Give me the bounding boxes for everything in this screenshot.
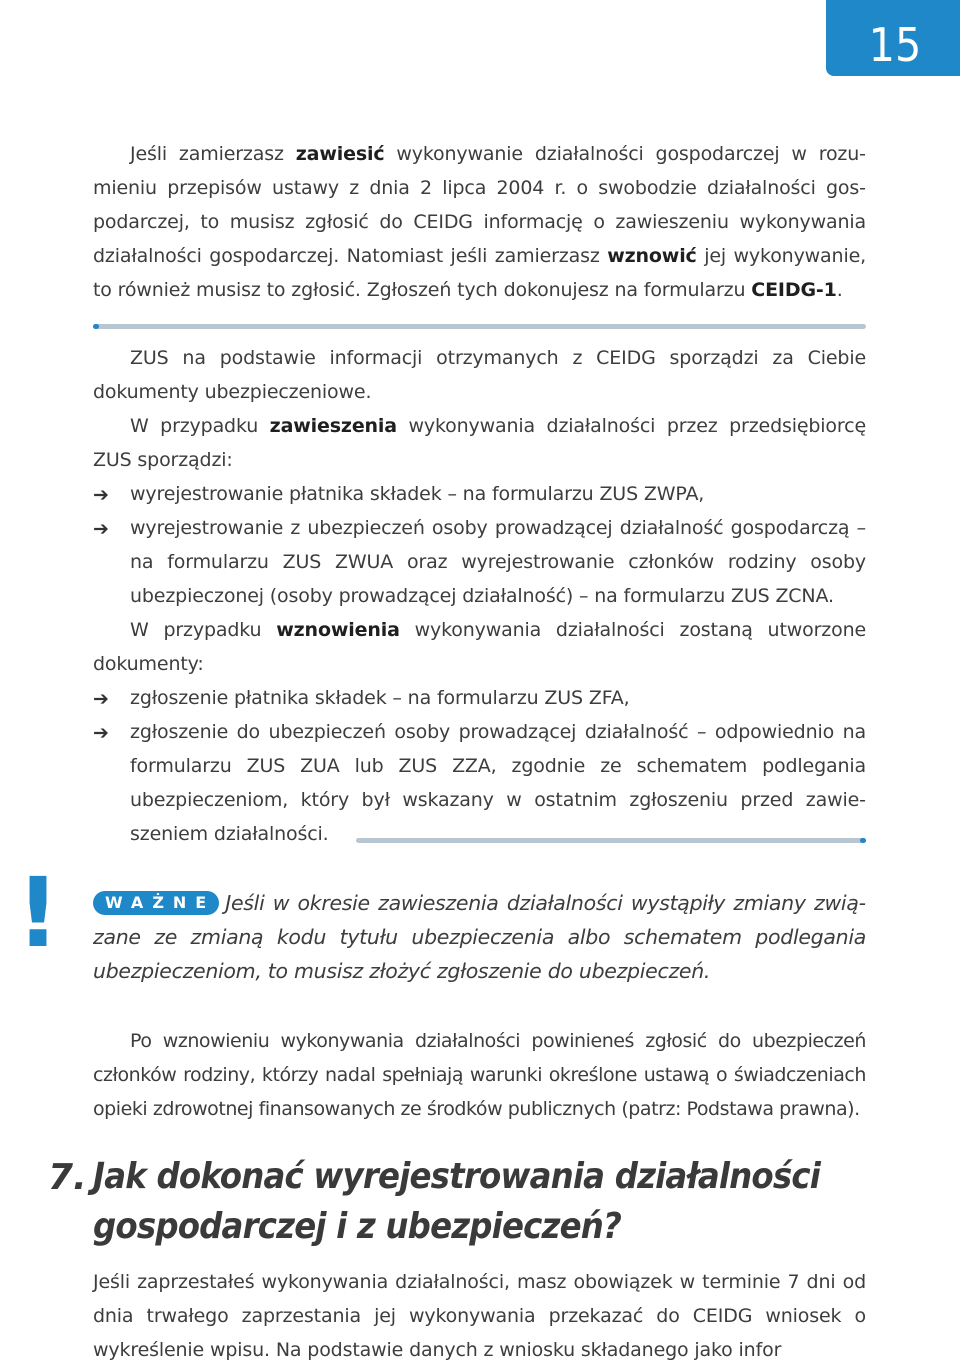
page-number: 15: [826, 0, 960, 76]
intro-bold-resume: wznowić: [607, 245, 697, 267]
intro-text-2: wykonywanie działalności gospodarczej w rozumieniu przepisów ustawy z dnia 2 lipca 2004 r. o swobodzie działalności gospodarczej, to musisz zgłosić do CEIDG informację o zawieszeniu wykonywania działalności gospodarczej. Natomiast jeśli zamierzasz: [93, 143, 867, 267]
suspension-text-2: wykonywania działalności przez przedsiębiorcę ZUS sporządzi:: [93, 415, 866, 471]
intro-text-3: jej wykonywanie, to również musisz to zgłosić. Zgłoszeń tych dokonujesz na formularzu: [93, 245, 866, 301]
resumption-bold: wznowienia: [276, 619, 400, 641]
arrow-icon: ➔: [93, 722, 109, 744]
arrow-icon: ➔: [93, 688, 109, 710]
arrow-icon: ➔: [93, 484, 109, 506]
resumption-paragraph: [93, 613, 866, 681]
intro-section: [93, 137, 866, 307]
after-resume-section: [93, 1024, 866, 1126]
list-item: ➔ wyrejestrowanie płatnika składek – na formularzu ZUS ZWPA,: [93, 477, 866, 511]
intro-bold-form: CEIDG-1: [751, 279, 837, 301]
suspension-text-1: W przypadku: [130, 415, 270, 437]
after-resume-paragraph: Po wznowieniu wykonywania działalności powinieneś zgłosić do ubezpieczeń członków rodziny, którzy nadal spełniają warunki określone ustawą o świadczeniach opieki zdrowotnej finansowanych ze środków publicznych (patrz: Podstawa prawna).: [93, 1030, 866, 1120]
suspension-paragraph: [93, 409, 866, 477]
bottom-divider: [356, 838, 866, 843]
intro-text-1: Jeśli zamierzasz: [130, 143, 296, 165]
list-item: ➔ zgłoszenie płatnika składek – na formularzu ZUS ZFA,: [93, 681, 866, 715]
zus-section: [93, 341, 866, 851]
intro-bold-suspend: zawiesić: [295, 143, 385, 165]
important-note: [93, 886, 866, 988]
list-item: ➔ wyrejestrowanie z ubezpieczeń osoby prowadzącej działalność gospodarczą – na formularzu ZUS ZWUA oraz wyrejestrowanie członków rodziny osoby ubezpieczonej (osoby prowadzącej działalność) – na formularzu ZUS ZCNA.: [93, 511, 866, 613]
section-number: 7.: [48, 1157, 87, 1198]
important-paragraph: [93, 886, 866, 988]
suspension-bold: zawieszenia: [269, 415, 397, 437]
intro-paragraph: [93, 137, 866, 307]
important-badge: WAŻNE: [93, 891, 219, 915]
arrow-icon: ➔: [93, 518, 109, 540]
resumption-text-1: W przypadku: [130, 619, 277, 641]
intro-text-4: .: [836, 279, 843, 301]
section-heading: Jak dokonać wyrejestrowania działalności gospodarczej i z ubezpieczeń?: [93, 1156, 821, 1247]
top-divider: [93, 324, 866, 329]
list-item: ➔ zgłoszenie do ubezpieczeń osoby prowadzącej działalność – odpowiednio na formularzu ZUS ZUA lub ZUS ZZA, zgodnie ze schematem podlegania ubezpieczeniom, który był wskazany w ostatnim zgłoszeniu przed zawieszeniem działalności.: [93, 715, 866, 851]
important-text: Jeśli w okresie zawieszenia działalności wystąpiły zmiany związane ze zmianą kodu tytułu ubezpieczenia albo schematem podlegania ubezpieczeniom, to musisz złożyć zgłoszenie do ubezpieczeń.: [93, 891, 866, 983]
exclamation-icon: !: [16, 857, 60, 969]
zus-intro-paragraph: ZUS na podstawie informacji otrzymanych z CEIDG sporządzi za Ciebie dokumenty ubezpieczeniowe.: [93, 347, 866, 403]
section-paragraph: Jeśli zaprzestałeś wykonywania działalności, masz obowiązek w terminie 7 dni od dnia trwałego zaprzestania jej wykonywania przekazać do CEIDG wniosek o wykreślenie wpisu. Na podstawie danych z wniosku składanego jako infor: [93, 1271, 866, 1361]
resumption-text-2: wykonywania działalności zostaną utworzone dokumenty:: [93, 619, 866, 675]
section-body: [93, 1265, 866, 1367]
